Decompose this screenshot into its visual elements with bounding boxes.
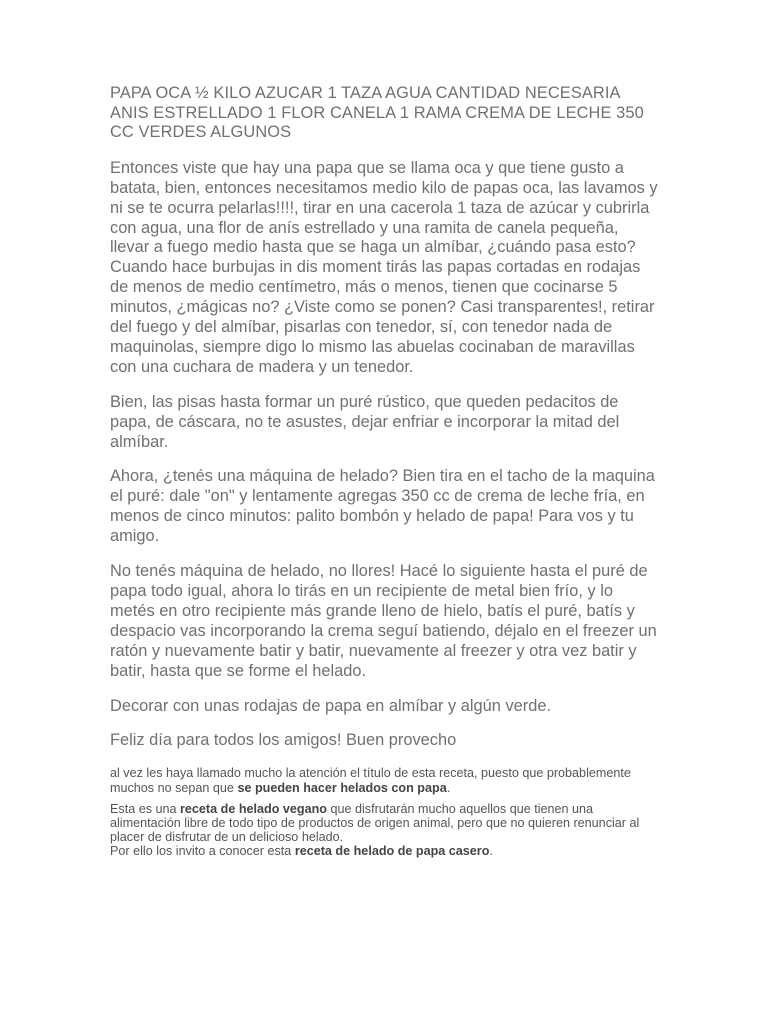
note-2-pre: Esta es una [110,801,181,816]
paragraph-5: Decorar con unas rodajas de papa en almíbar y algún verde. [110,696,551,715]
paragraph-2: Bien, las pisas hasta formar un puré rústico, que queden pedacitos de papa, de cáscara, no te asustes, dejar enfriar e incorporar la mitad del almíbar. [110,392,620,451]
note-2-mid: que disfrutarán mucho aquellos que tienen una alimentación libre de todo tipo de productos de origen animal, pero que no quieren renunciar al placer de disfrutar de un delicioso helado. [110,801,640,845]
paragraph-1: Entonces viste que hay una papa que se llama oca y que tiene gusto a batata, bien, entonces necesitamos medio kilo de papas oca, las lavamos y ni se te ocurra pelarlas!!!!, tirar en una cacerola 1 taza de azúcar y cubrirla con agua, una flor de anís estrellado y una ramita de canela pequeña, llevar a fuego medio hasta que se haga un almíbar, ¿cuándo pasa esto? Cuando hace burbujas in dis moment tirás las papas cortadas en rodajas de menos de medio centímetro, más o menos, tienen que cocinarse 5 minutos, ¿mágicas no? ¿Viste como se ponen? Casi transparentes!, retirar del fuego y del almíbar, pisarlas con tenedor, sí, con tenedor nada de maquinolas, siempre digo lo mismo las abuelas cocinaban de maravillas con una cuchara de madera y un tenedor. [110,158,658,376]
ingredients-heading: PAPA OCA ½ KILO AZUCAR 1 TAZA AGUA CANTIDAD NECESARIA ANIS ESTRELLADO 1 FLOR CANELA 1 RAMA CREMA DE LECHE 350 CC VERDES ALGUNOS [110,84,644,142]
note-2-bold-1: receta de helado vegano [180,801,327,816]
note-2-end: . [489,844,493,859]
note-1-end: . [446,780,451,795]
note-2-bold-2: receta de helado de papa casero [294,844,490,859]
note-2-line2-pre: Por ello los invito a conocer esta [110,844,295,859]
paragraph-6: Feliz día para todos los amigos! Buen provecho [110,731,457,750]
paragraph-4: No tenés máquina de helado, no llores! Hacé lo siguiente hasta el puré de papa todo igual, ahora lo tirás en un recipiente de metal bien frío, y lo metés en otro recipiente más grande lleno de hielo, batís el puré, batís y despacio vas incorporando la crema seguí batiendo, déjalo en el freezer un ratón y nuevamente batir y batir, nuevamente al freezer y otra vez batir y batir, hasta que se forme el helado. [110,562,657,680]
paragraph-3: Ahora, ¿tenés una máquina de helado? Bien tira en el tacho de la maquina el puré: dale "on" y lentamente agregas 350 cc de crema de leche fría, en menos de cinco minutos: palito bombón y helado de papa! Para vos y tu amigo. [110,467,655,546]
note-paragraph-1 [110,766,662,794]
note-1-text: al vez les haya llamado mucho la atención el título de esta receta, puesto que probablemente muchos no sepan que [110,766,631,795]
note-paragraph-2 [110,802,662,859]
document-page [110,84,662,866]
note-1-bold: se pueden hacer helados con papa [237,780,447,795]
